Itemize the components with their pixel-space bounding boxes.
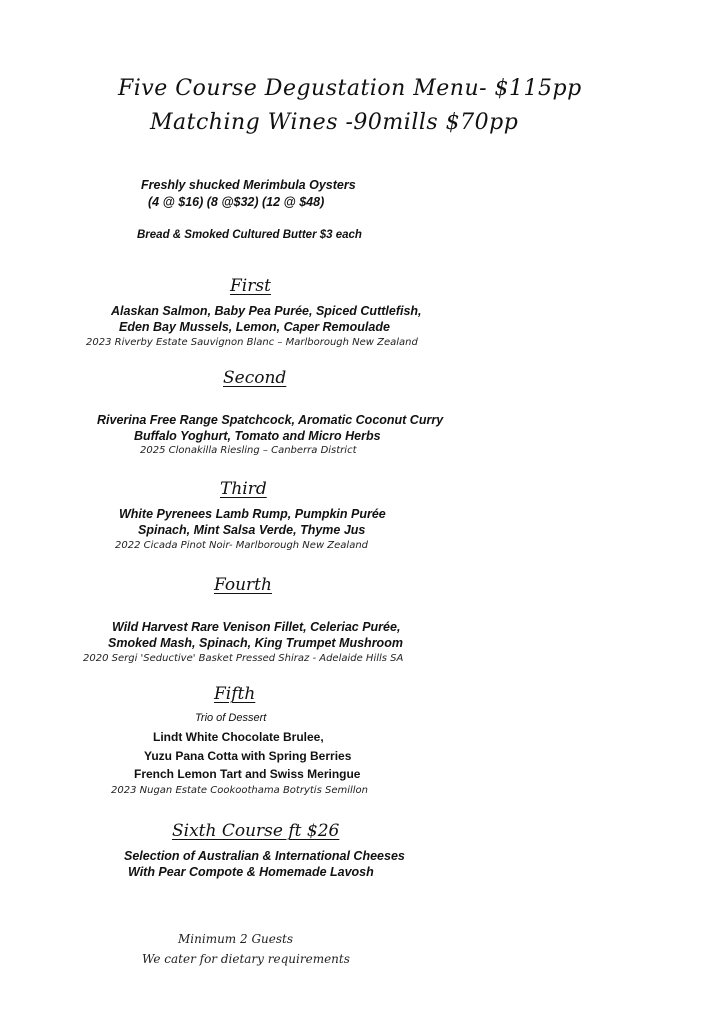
matching-wines-title: Matching Wines -90mills $70pp	[150, 110, 519, 135]
fourth-wine: 2020 Sergi 'Seductive' Basket Pressed Shiraz - Adelaide Hills SA	[83, 653, 404, 664]
second-wine: 2025 Clonakilla Riesling – Canberra District	[140, 445, 357, 456]
second-dish-line1: Riverina Free Range Spatchcock, Aromatic Coconut Curry	[97, 413, 444, 427]
fifth-dessert-1: Lindt White Chocolate Brulee,	[153, 730, 324, 744]
first-wine: 2023 Riverby Estate Sauvignon Blanc – Marlborough New Zealand	[86, 337, 418, 348]
fourth-dish-line2: Smoked Mash, Spinach, King Trumpet Mushroom	[108, 636, 403, 650]
oysters-line: Freshly shucked Merimbula Oysters	[141, 178, 356, 192]
fifth-wine: 2023 Nugan Estate Cookoothama Botrytis Semillon	[111, 785, 368, 796]
course-heading-fifth: Fifth	[214, 684, 256, 704]
course-heading-second: Second	[223, 368, 287, 388]
third-dish-line1: White Pyrenees Lamb Rump, Pumpkin Purée	[119, 507, 386, 521]
fifth-dessert-3: French Lemon Tart and Swiss Meringue	[134, 767, 361, 781]
footer-minimum-guests: Minimum 2 Guests	[178, 932, 293, 946]
oysters-prices: (4 @ $16) (8 @$32) (12 @ $48)	[148, 195, 325, 209]
course-heading-third: Third	[220, 479, 267, 499]
bread-line: Bread & Smoked Cultured Butter $3 each	[137, 229, 362, 241]
first-dish-line2: Eden Bay Mussels, Lemon, Caper Remoulade	[119, 320, 390, 334]
third-wine: 2022 Cicada Pinot Noir- Marlborough New Zealand	[115, 540, 369, 551]
footer-dietary-note: We cater for dietary requirements	[142, 952, 350, 966]
sixth-dish-line2: With Pear Compote & Homemade Lavosh	[128, 865, 374, 879]
course-heading-sixth: Sixth Course ft $26	[172, 821, 340, 841]
course-heading-fourth: Fourth	[214, 575, 272, 595]
course-heading-first: First	[230, 276, 271, 296]
second-dish-line2: Buffalo Yoghurt, Tomato and Micro Herbs	[134, 429, 381, 443]
sixth-dish-line1: Selection of Australian & International Cheeses	[124, 849, 405, 863]
fifth-dessert-2: Yuzu Pana Cotta with Spring Berries	[144, 749, 352, 763]
menu-title: Five Course Degustation Menu- $115pp	[118, 76, 582, 101]
first-dish-line1: Alaskan Salmon, Baby Pea Purée, Spiced Cuttlefish,	[111, 304, 422, 318]
fourth-dish-line1: Wild Harvest Rare Venison Fillet, Celeriac Purée,	[112, 620, 401, 634]
third-dish-line2: Spinach, Mint Salsa Verde, Thyme Jus	[138, 523, 366, 537]
fifth-intro: Trio of Dessert	[195, 712, 267, 724]
